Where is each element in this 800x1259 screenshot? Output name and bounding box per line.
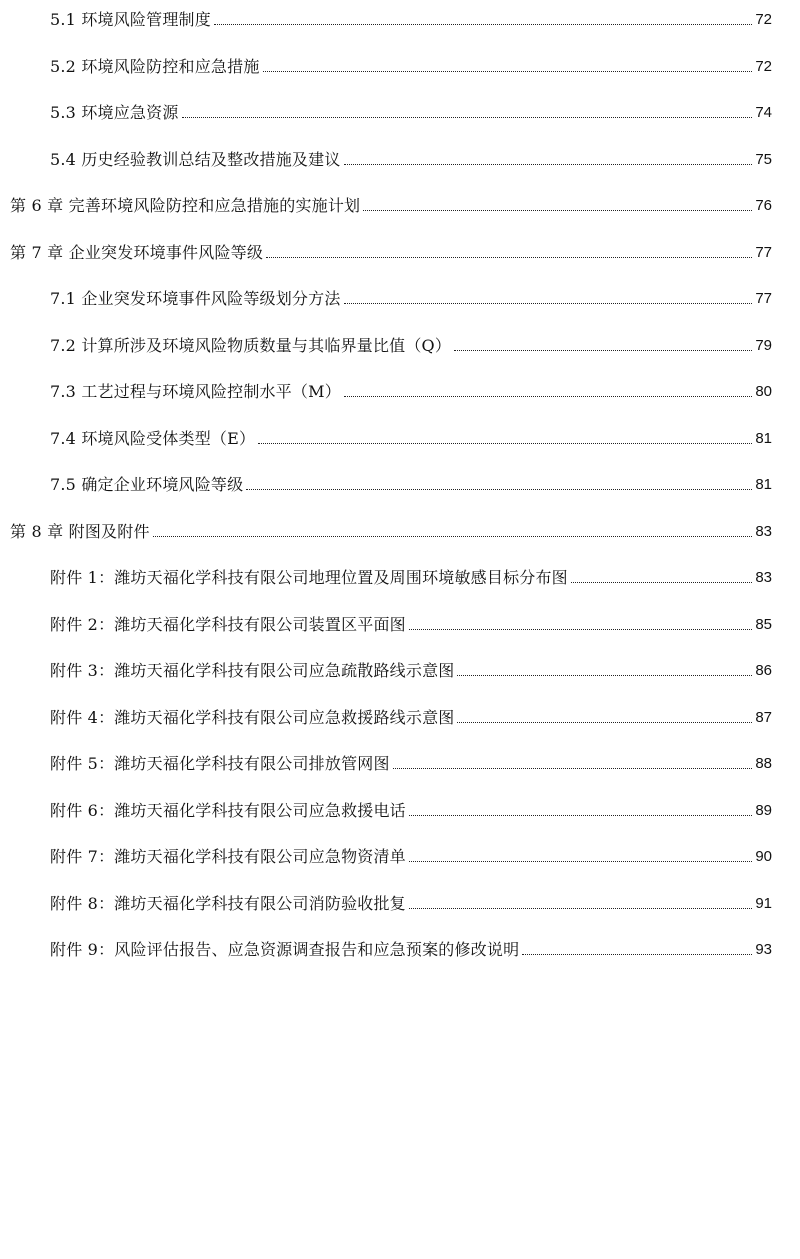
toc-page-number: 79 xyxy=(755,337,772,354)
toc-dot-leader xyxy=(182,117,753,118)
toc-page-number: 88 xyxy=(755,755,772,772)
toc-page-number: 81 xyxy=(755,476,772,493)
toc-entry-title: 7.3 工艺过程与环境风险控制水平（M） xyxy=(50,382,341,401)
toc-entry[interactable] xyxy=(50,140,772,170)
toc-entry-title: 5.1 环境风险管理制度 xyxy=(50,10,211,29)
toc-chapter-entry[interactable] xyxy=(10,233,772,263)
toc-page-number: 81 xyxy=(755,430,772,447)
toc-page-number: 83 xyxy=(755,569,772,586)
toc-entry-title: 7.2 计算所涉及环境风险物质数量与其临界量比值（Q） xyxy=(50,336,452,355)
toc-page-number: 77 xyxy=(755,290,772,307)
toc-page-number: 86 xyxy=(755,662,772,679)
toc-entry-title: 5.3 环境应急资源 xyxy=(50,103,179,122)
toc-dot-leader xyxy=(344,396,752,397)
toc-dot-leader xyxy=(363,210,752,211)
toc-page-number: 76 xyxy=(755,197,772,214)
toc-dot-leader xyxy=(409,629,752,630)
toc-entry-title: 7.4 环境风险受体类型（E） xyxy=(50,429,256,448)
toc-dot-leader xyxy=(522,954,752,955)
toc-appendix-entry[interactable] xyxy=(50,558,772,588)
toc-entry-title: 附件 5：潍坊天福化学科技有限公司排放管网图 xyxy=(50,754,390,773)
toc-entry[interactable] xyxy=(50,419,772,449)
toc-chapter-entry[interactable] xyxy=(10,512,772,542)
toc-appendix-entry[interactable] xyxy=(50,698,772,728)
toc-entry-title: 附件 2：潍坊天福化学科技有限公司装置区平面图 xyxy=(50,615,406,634)
toc-page-number: 90 xyxy=(755,848,772,865)
toc-appendix-entry[interactable] xyxy=(50,791,772,821)
toc-entry-title: 附件 9：风险评估报告、应急资源调查报告和应急预案的修改说明 xyxy=(50,940,520,959)
toc-dot-leader xyxy=(263,71,753,72)
toc-dot-leader xyxy=(457,722,752,723)
toc-entry-title: 附件 1：潍坊天福化学科技有限公司地理位置及周围环境敏感目标分布图 xyxy=(50,568,568,587)
toc-entry[interactable] xyxy=(50,326,772,356)
toc-entry-title: 第 7 章 企业突发环境事件风险等级 xyxy=(10,243,264,262)
toc-entry-title: 5.4 历史经验教训总结及整改措施及建议 xyxy=(50,150,341,169)
toc-entry-title: 7.5 确定企业环境风险等级 xyxy=(50,475,244,494)
toc-dot-leader xyxy=(344,164,753,165)
toc-dot-leader xyxy=(571,582,752,583)
toc-entry[interactable] xyxy=(50,47,772,77)
toc-entry-title: 第 6 章 完善环境风险防控和应急措施的实施计划 xyxy=(10,196,361,215)
toc-dot-leader xyxy=(454,350,752,351)
toc-entry-title: 附件 7：潍坊天福化学科技有限公司应急物资清单 xyxy=(50,847,406,866)
toc-page-number: 75 xyxy=(755,151,772,168)
toc-dot-leader xyxy=(409,861,752,862)
toc-entry[interactable] xyxy=(50,465,772,495)
toc-dot-leader xyxy=(214,24,752,25)
toc-appendix-entry[interactable] xyxy=(50,884,772,914)
toc-page-number: 83 xyxy=(755,523,772,540)
toc-page-number: 80 xyxy=(755,383,772,400)
toc-dot-leader xyxy=(246,489,752,490)
toc-entry-title: 附件 4：潍坊天福化学科技有限公司应急救援路线示意图 xyxy=(50,708,455,727)
toc-appendix-entry[interactable] xyxy=(50,651,772,681)
toc-dot-leader xyxy=(409,908,752,909)
toc-entry[interactable] xyxy=(50,93,772,123)
toc-entry-title: 5.2 环境风险防控和应急措施 xyxy=(50,57,260,76)
toc-appendix-entry[interactable] xyxy=(50,837,772,867)
toc-dot-leader xyxy=(344,303,753,304)
toc-page-number: 85 xyxy=(755,616,772,633)
toc-page-number: 93 xyxy=(755,941,772,958)
toc-appendix-entry[interactable] xyxy=(50,605,772,635)
toc-entry[interactable] xyxy=(50,372,772,402)
toc-appendix-entry[interactable] xyxy=(50,744,772,774)
toc-page-number: 72 xyxy=(755,11,772,28)
toc-chapter-entry[interactable] xyxy=(10,186,772,216)
toc-page-number: 91 xyxy=(755,895,772,912)
toc-page-number: 77 xyxy=(755,244,772,261)
toc-page-number: 74 xyxy=(755,104,772,121)
toc-entry-title: 附件 3：潍坊天福化学科技有限公司应急疏散路线示意图 xyxy=(50,661,455,680)
toc-dot-leader xyxy=(153,536,753,537)
toc-page-number: 87 xyxy=(755,709,772,726)
toc-dot-leader xyxy=(266,257,752,258)
toc-entry[interactable] xyxy=(50,279,772,309)
toc-dot-leader xyxy=(393,768,753,769)
toc-dot-leader xyxy=(258,443,752,444)
toc-page-number: 89 xyxy=(755,802,772,819)
toc-page-number: 72 xyxy=(755,58,772,75)
toc-dot-leader xyxy=(409,815,752,816)
toc-appendix-entry[interactable] xyxy=(50,930,772,960)
toc-entry-title: 附件 6：潍坊天福化学科技有限公司应急救援电话 xyxy=(50,801,406,820)
toc-entry[interactable] xyxy=(50,0,772,30)
toc-entry-title: 7.1 企业突发环境事件风险等级划分方法 xyxy=(50,289,341,308)
toc-dot-leader xyxy=(457,675,752,676)
toc-entry-title: 附件 8：潍坊天福化学科技有限公司消防验收批复 xyxy=(50,894,406,913)
toc-entry-title: 第 8 章 附图及附件 xyxy=(10,522,150,541)
